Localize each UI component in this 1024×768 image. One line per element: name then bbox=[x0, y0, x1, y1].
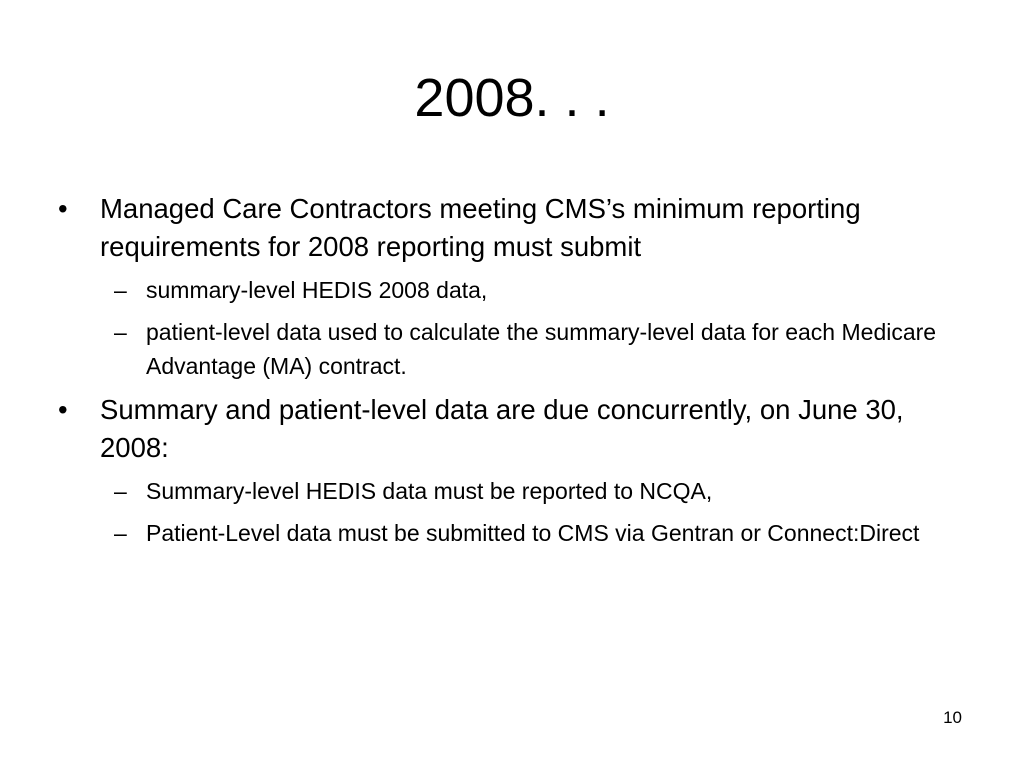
slide-title: 2008. . . bbox=[414, 68, 610, 128]
dash-marker: – bbox=[114, 277, 127, 303]
bullet-marker: • bbox=[58, 394, 68, 425]
sub-bullet-item bbox=[58, 273, 978, 307]
dash-marker: – bbox=[114, 520, 127, 546]
sub-bullet-item bbox=[58, 516, 978, 550]
sub-bullet-item bbox=[58, 474, 978, 508]
dash-marker: – bbox=[114, 319, 127, 345]
sub-bullet-text: summary-level HEDIS 2008 data, bbox=[146, 277, 488, 303]
sub-bullet-item bbox=[58, 315, 978, 383]
sub-bullet-text: patient-level data used to calculate the summary-level data for each Medicare Advantage (MA) contract. bbox=[146, 319, 937, 379]
dash-marker: – bbox=[114, 478, 127, 504]
slide-body bbox=[58, 190, 978, 558]
bullet-marker: • bbox=[58, 193, 68, 224]
bullet-item bbox=[58, 391, 978, 467]
sub-bullet-text: Summary-level HEDIS data must be reported to NCQA, bbox=[146, 478, 713, 504]
sub-bullet-text: Patient-Level data must be submitted to CMS via Gentran or Connect:Direct bbox=[146, 520, 920, 546]
bullet-text: Summary and patient-level data are due concurrently, on June 30, 2008: bbox=[100, 394, 904, 463]
bullet-text: Managed Care Contractors meeting CMS’s minimum reporting requirements for 2008 reporting must submit bbox=[100, 193, 861, 262]
page-number: 10 bbox=[943, 708, 962, 727]
bullet-item bbox=[58, 190, 978, 266]
